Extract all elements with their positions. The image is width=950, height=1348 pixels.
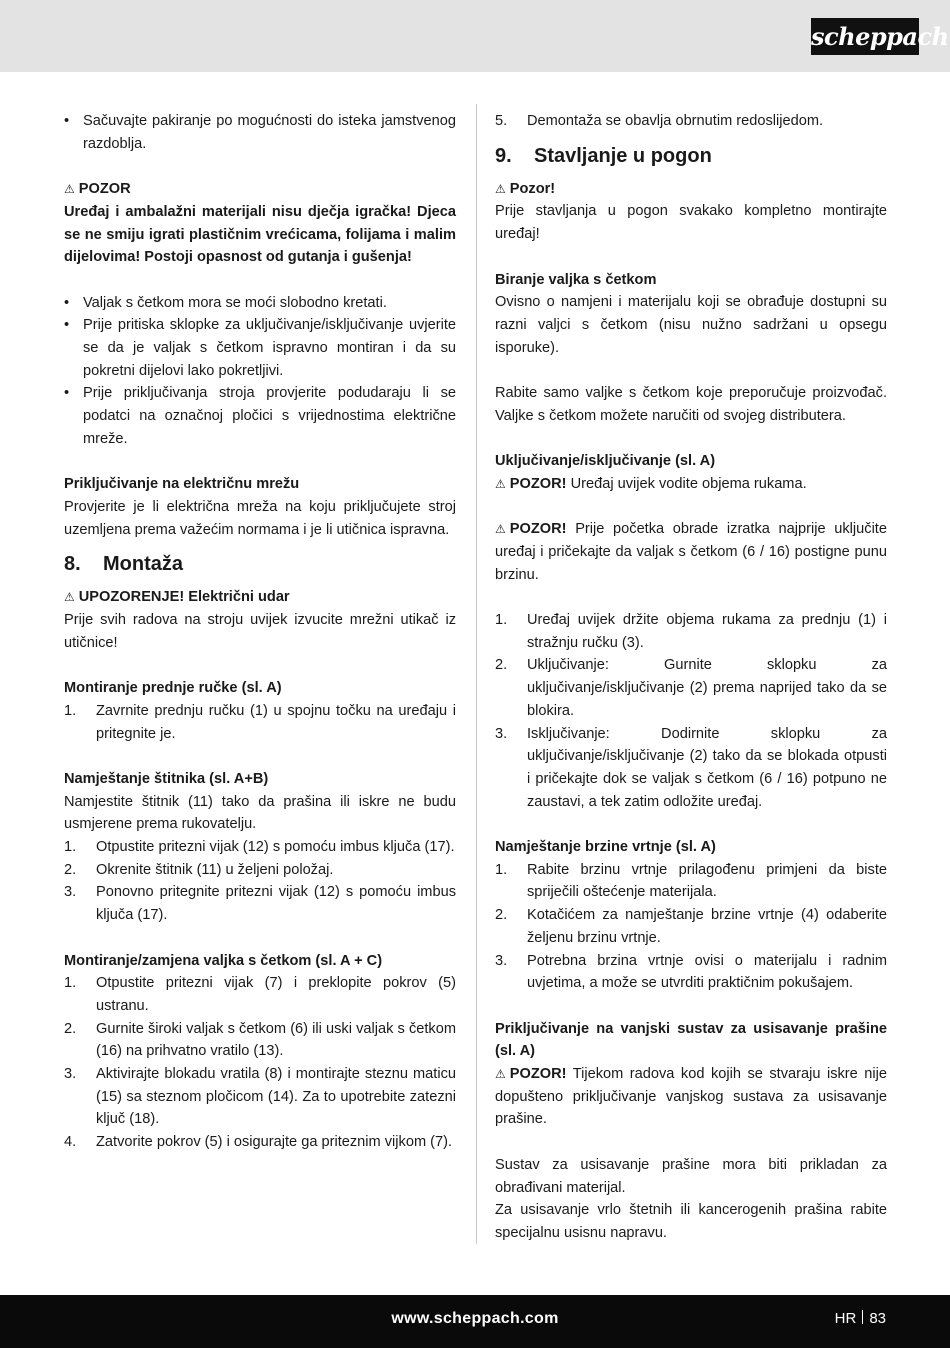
warning-triangle-icon: ⚠: [495, 476, 506, 491]
list-item: 4. Zatvorite pokrov (5) i osigurajte ga priteznim vijkom (7).: [64, 1134, 453, 1151]
separator: [862, 1310, 863, 1324]
warning-heading: ⚠ POZOR: [64, 178, 456, 201]
list-item: 2. Uključivanje: Gurnite sklopku za uključivanje/isključivanje (2) prema naprijed tako da se blokira.: [495, 657, 887, 719]
list-item: 1. Zavrnite prednju ručku (1) u spojnu točku na uređaju i pritegnite je.: [64, 702, 456, 742]
paragraph: Prije stavljanja u pogon svakako kompletno montirajte uređaj!: [495, 203, 887, 243]
list-item: 3. Ponovno pritegnite pritezni vijak (12) s pomoću imbus ključa (17).: [64, 884, 456, 924]
list-item: 3. Isključivanje: Dodirnite sklopku za uključivanje/isključivanje (2) tako da se blokada otpusti i pričekajte dok se valjak s četkom (6 / 16) potpuno ne zaustavi, a tek zatim odložite uređaj.: [495, 725, 887, 810]
bullet-item: • Prije pritiska sklopke za uključivanje/isključivanje uvjerite se da je valjak s četkom ispravno montiran i da su pokretni dijelovi lako pokretljivi.: [64, 314, 456, 382]
header-bar: [0, 0, 950, 72]
warning-text: Uređaj i ambalažni materijali nisu dječja igračka! Djeca se ne smiju igrati plastičnim vrećicama, folijama i malim dijelovima! Postoji opasnost od gutanja i gušenja!: [64, 203, 456, 266]
paragraph: Sustav za usisavanje prašine mora biti prikladan za obrađivani materijal.: [495, 1156, 887, 1196]
warning-paragraph: ⚠ POZOR! Prije početka obrade izratka najprije uključite uređaj i pričekajte da valjak s četkom (6 / 16) postigne punu brzinu.: [495, 518, 887, 586]
subheading: Montiranje prednje ručke (sl. A): [64, 680, 282, 697]
list-item: 1. Uređaj uvijek držite objema rukama za prednju (1) i stražnju ručku (3).: [495, 611, 887, 651]
list-item: 2. Gurnite široki valjak s četkom (6) ili uski valjak s četkom (16) na prihvatno vratilo (13).: [64, 1020, 456, 1060]
subheading: Priključivanje na vanjski sustav za usisavanje prašine (sl. A): [495, 1020, 887, 1060]
paragraph: Rabite samo valjke s četkom koje preporučuje proizvođač. Valjke s četkom možete naručiti od svojeg distributera.: [495, 385, 887, 424]
warning-triangle-icon: ⚠: [64, 182, 75, 197]
list-item: 1. Otpustite pritezni vijak (12) s pomoću imbus ključa (17).: [64, 839, 455, 856]
subheading: Montiranje/zamjena valjka s četkom (sl. A + C): [64, 952, 383, 969]
warning-triangle-icon: ⚠: [495, 1067, 506, 1082]
paragraph: Namjestite štitnik (11) tako da prašina ili iskre ne budu usmjerene prema rukovatelju.: [64, 793, 456, 833]
list-item: 1. Rabite brzinu vrtnje prilagođenu primjeni da biste spriječili oštećenje materijala.: [495, 861, 887, 901]
bullet-dot: •: [64, 113, 70, 129]
bullet-item: • Prije priključivanja stroja provjerite podudaraju li se podatci na označnoj pločici s vrijednostima električne mreže.: [64, 382, 456, 450]
left-column: [64, 110, 456, 1154]
right-column: [495, 110, 887, 1245]
subheading: Namještanje štitnika (sl. A+B): [64, 770, 269, 787]
bullet-dot: •: [64, 317, 70, 334]
page-number: 83: [869, 1310, 886, 1327]
warning-triangle-icon: ⚠: [64, 590, 75, 605]
bullet-item: • Sačuvajte pakiranje po mogućnosti do isteka jamstvenog razdoblja.: [64, 110, 456, 155]
paragraph: Provjerite je li električna mreža na koju priključujete stroj uzemljena prema važećim normama i je li utičnica ispravna.: [64, 498, 456, 538]
paragraph: Za usisavanje vrlo štetnih ili kancerogenih prašina rabite specijalnu usisnu napravu.: [495, 1202, 887, 1241]
list-item: 5. Demontaža se obavlja obrnutim redoslijedom.: [495, 113, 824, 129]
bullet-dot: •: [64, 294, 70, 311]
warning-paragraph: ⚠ POZOR! Uređaj uvijek vodite objema rukama.: [495, 473, 887, 496]
list-item: 2. Kotačićem za namještanje brzine vrtnje (4) odaberite željenu brzinu vrtnje.: [495, 907, 887, 946]
website-link[interactable]: www.scheppach.com: [391, 1310, 559, 1327]
subheading: Uključivanje/isključivanje (sl. A): [495, 453, 716, 470]
paragraph: Prije svih radova na stroju uvijek izvucite mrežni utikač iz utičnice!: [64, 612, 456, 651]
subheading: Biranje valjka s četkom: [495, 271, 657, 288]
list-item: 3. Potrebna brzina vrtnje ovisi o materijalu i radnim uvjetima, a može se utvrditi praktičnim pokušajem.: [495, 952, 887, 992]
column-divider: [476, 104, 477, 1244]
list-item: 3. Aktivirajte blokadu vratila (8) i montirajte steznu maticu (15) sa steznom pločicom (14). Za to upotrebite zatezni ključ (18).: [64, 1066, 456, 1128]
warning-triangle-icon: ⚠: [495, 522, 506, 537]
section-heading: 8. Montaža: [64, 553, 183, 576]
footer-bar: [0, 1295, 950, 1348]
list-item: 1. Otpustite pritezni vijak (7) i preklopite pokrov (5) ustranu.: [64, 975, 456, 1014]
bullet-dot: •: [64, 385, 70, 402]
paragraph: Ovisno o namjeni i materijalu koji se obrađuje dostupni su razni valjci s četkom (nisu nužno sadržani u opsegu isporuke).: [495, 294, 887, 356]
scheppach-logo: scheppach: [811, 18, 919, 55]
warning-triangle-icon: ⚠: [495, 181, 506, 196]
warning-paragraph: ⚠ POZOR! Tijekom radova kod kojih se stvaraju iskre nije dopušteno priključivanje vanjskog sustava za usisavanje prašine.: [495, 1063, 887, 1131]
warning-heading: ⚠ Pozor!: [495, 178, 887, 201]
bullet-item: • Valjak s četkom mora se moći slobodno kretati.: [64, 292, 456, 315]
section-heading: 9. Stavljanje u pogon: [495, 144, 712, 167]
page-indicator: [835, 1310, 886, 1327]
subheading: Priključivanje na električnu mrežu: [64, 476, 300, 493]
warning-heading: ⚠ UPOZORENJE! Električni udar: [64, 586, 456, 609]
language-code: HR: [834, 1310, 857, 1327]
list-item: 2. Okrenite štitnik (11) u željeni položaj.: [64, 861, 334, 878]
subheading: Namještanje brzine vrtnje (sl. A): [495, 839, 716, 855]
